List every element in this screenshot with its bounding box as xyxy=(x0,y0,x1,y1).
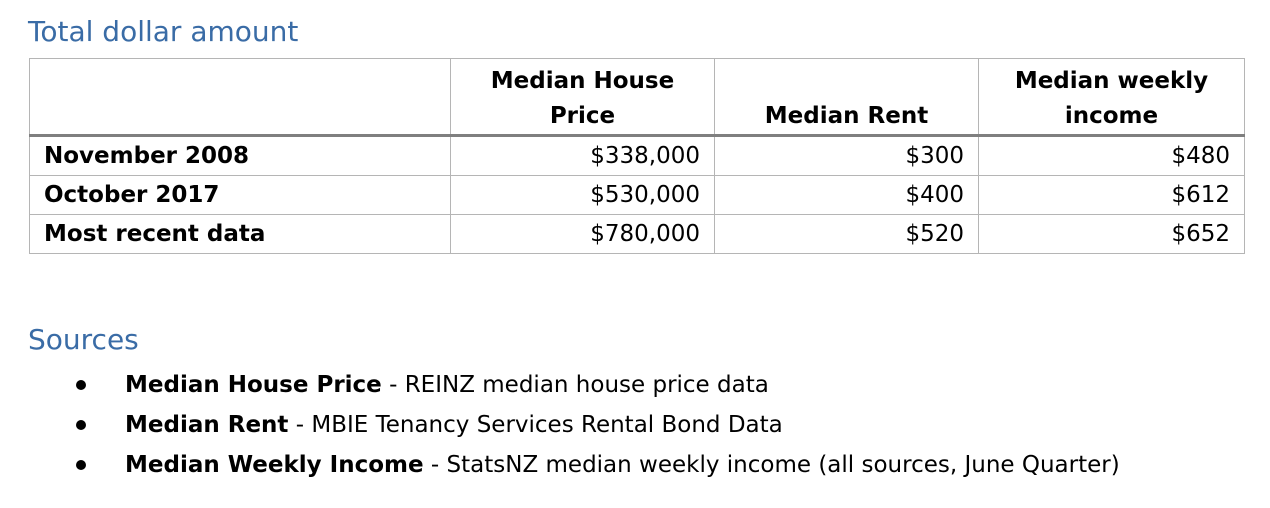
source-text: - StatsNZ median weekly income (all sources, June Quarter) xyxy=(423,452,1120,478)
sources-title: Sources xyxy=(28,323,139,356)
table-row xyxy=(30,136,1245,176)
list-item xyxy=(70,445,1120,485)
source-term: Median Rent xyxy=(125,412,289,438)
section-title: Total dollar amount xyxy=(28,15,299,48)
header-median-weekly-income: Median weekly income xyxy=(979,59,1245,136)
bullet-icon xyxy=(76,460,86,470)
house-price-cell: $780,000 xyxy=(451,215,715,254)
rent-cell: $400 xyxy=(715,176,979,215)
source-term: Median Weekly Income xyxy=(125,452,424,478)
table-header-row xyxy=(30,59,1245,136)
income-cell: $480 xyxy=(979,136,1245,176)
list-item xyxy=(70,365,1120,405)
source-term: Median House Price xyxy=(125,372,382,398)
bullet-icon xyxy=(76,380,86,390)
row-label: October 2017 xyxy=(30,176,451,215)
income-cell: $652 xyxy=(979,215,1245,254)
rent-cell: $520 xyxy=(715,215,979,254)
bullet-icon xyxy=(76,420,86,430)
house-price-cell: $530,000 xyxy=(451,176,715,215)
house-price-cell: $338,000 xyxy=(451,136,715,176)
table-row xyxy=(30,215,1245,254)
header-median-rent: Median Rent xyxy=(715,59,979,136)
row-label: Most recent data xyxy=(30,215,451,254)
data-table xyxy=(29,58,1245,254)
row-label: November 2008 xyxy=(30,136,451,176)
source-text: - MBIE Tenancy Services Rental Bond Data xyxy=(288,412,783,438)
table-row xyxy=(30,176,1245,215)
source-text: - REINZ median house price data xyxy=(381,372,769,398)
rent-cell: $300 xyxy=(715,136,979,176)
income-cell: $612 xyxy=(979,176,1245,215)
header-median-house-price: Median House Price xyxy=(451,59,715,136)
list-item xyxy=(70,405,1120,445)
sources-list xyxy=(70,365,1120,485)
header-cell-blank xyxy=(30,59,451,136)
